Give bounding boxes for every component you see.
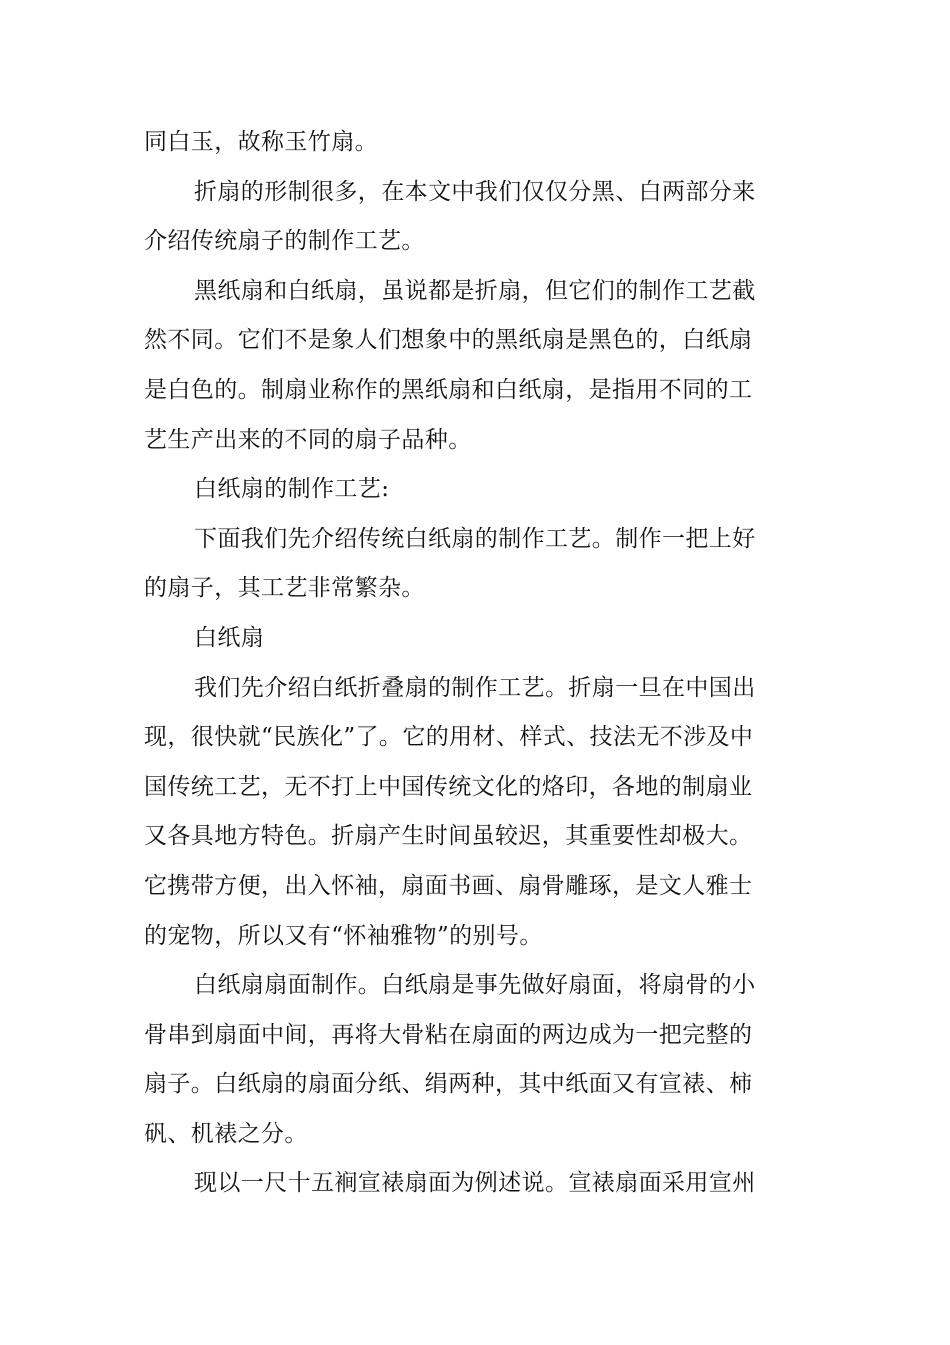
section-heading: 白纸扇 (194, 624, 265, 651)
text-line: 的扇子，其工艺非常繁杂。 (144, 575, 425, 602)
text-line: 又各具地方特色。折扇产生时间虽较迟，其重要性却极大。 (144, 823, 753, 850)
text-line: 艺生产出来的不同的扇子品种。 (144, 426, 472, 453)
text-line: 的宠物，所以又有“怀袖雅物”的别号。 (144, 922, 543, 949)
text-line: 扇子。白纸扇的扇面分纸、绢两种，其中纸面又有宣裱、柿 (144, 1071, 753, 1098)
text-line: 它携带方便，出入怀袖，扇面书画、扇骨雕琢，是文人雅士 (144, 872, 753, 899)
text-line: 下面我们先介绍传统白纸扇的制作工艺。制作一把上好 (194, 525, 756, 552)
section-heading: 白纸扇的制作工艺: (194, 476, 390, 503)
text-line: 黑纸扇和白纸扇，虽说都是折扇，但它们的制作工艺截 (194, 277, 756, 304)
text-line: 介绍传统扇子的制作工艺。 (144, 228, 425, 255)
text-line: 现，很快就“民族化”了。它的用材、样式、技法无不涉及中 (144, 724, 754, 751)
text-line: 白纸扇扇面制作。白纸扇是事先做好扇面，将扇骨的小 (194, 972, 756, 999)
text-line: 然不同。它们不是象人们想象中的黑纸扇是黑色的，白纸扇 (144, 327, 753, 354)
text-line: 现以一尺十五裥宣裱扇面为例述说。宣裱扇面采用宣州 (194, 1170, 756, 1197)
text-line: 折扇的形制很多，在本文中我们仅仅分黑、白两部分来 (194, 178, 756, 205)
text-line: 骨串到扇面中间，再将大骨粘在扇面的两边成为一把完整的 (144, 1021, 753, 1048)
text-line: 矾、机裱之分。 (144, 1120, 308, 1147)
text-line: 同白玉，故称玉竹扇。 (144, 129, 378, 155)
body-text (144, 118, 764, 1209)
text-line: 我们先介绍白纸折叠扇的制作工艺。折扇一旦在中国出 (194, 674, 756, 701)
text-line: 是白色的。制扇业称作的黑纸扇和白纸扇，是指用不同的工 (144, 376, 753, 403)
text-line: 国传统工艺，无不打上中国传统文化的烙印，各地的制扇业 (144, 773, 753, 800)
